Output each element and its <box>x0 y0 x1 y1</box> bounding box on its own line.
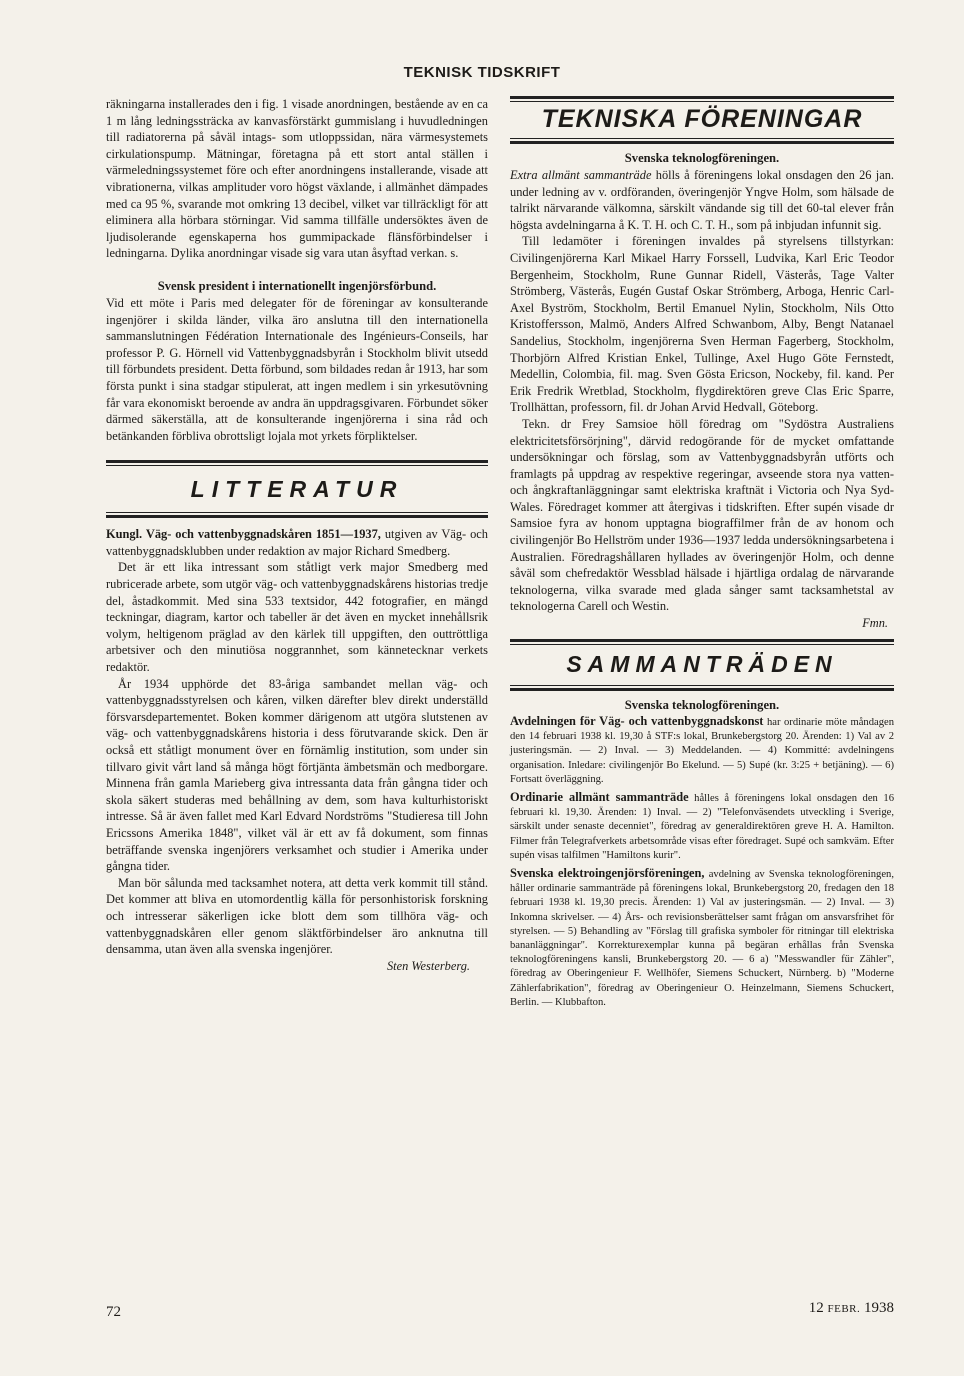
litteratur-paragraph-2: År 1934 upphörde det 83-åriga sambandet mellan väg- och vattenbyggnadsstyrelsen och kåren, vilken därefter blev direkt underställd försvarsdepartementet. Boken kommer därigenom att utgöra slutstenen av väg- och vattenbyggnadskårens historia i dess förutvarande skick. Den är också ett ståtligt monument över en förnämlig institution, som under sin tillvaro givit vårt land så många högt förtjänta ämbetsmän och medborgare. Minnena från gamla Marieberg giva intressanta data från gångna tider och skola säkert studeras med behållning av dem, som hava kulturhistoriskt intresse. Så är även fallet med Karl Edvard Nordströms "Studieresa till John Ericssons Amerika 1848", vilket väl är ett av få dokument, som finnas beträffande svenska ingenjörers verksamhet och studier i Amerika under gångna tider. <box>106 676 488 874</box>
issue-month: FEBR. <box>827 1303 861 1315</box>
book-title: Kungl. Väg- och vattenbyggnadskåren 1851—1937, <box>106 527 381 542</box>
review-signature: Sten Westerberg. <box>386 958 470 973</box>
meeting-text: hålles å föreningens lokal onsdagen den 16 februari kl. 19,30. Ärenden: 1) Inval. — 2) "Telefonväsendets utveckling i Sverige, särskilt under senaste decenniet", föredrag av generaldirektören greve H. A. Hamilton. Filmer från Telegrafverkets arbetsområde visas efter föredraget. Supé och samkväm. Efter supén visas talfilmen "Hamiltons kurir". <box>510 793 894 861</box>
issue-year: 1938 <box>864 1300 894 1316</box>
meeting-lead: Svenska elektroingenjörsföreningen, <box>510 866 705 881</box>
meeting-lead: Avdelningen för Väg- och vattenbyggnadskonst <box>510 714 764 729</box>
banner-rule-top-thin <box>510 644 894 645</box>
sammantraden-banner-block <box>510 639 894 691</box>
litteratur-banner: LITTERATUR <box>190 476 404 503</box>
president-paragraph: Vid ett möte i Paris med delegater för de föreningar av konsulterande ingenjörer i skilda länder, vilka äro anslutna till den internationella sammanslutningen Fédération Internationale des Ingénieurs-Conseils, har professor P. G. Hörnell vid Vattenbyggnadsbyrån i Stockholm blivit utsedd till förbundets president. Detta förbund, som bildades redan år 1913, har som första punkt i sina stadgar stipulerat, att ingen medlem i sin yrkesutövning får vara ekonomiskt beroende av andra än uppdragsgivaren. Förbundet söker därmed säkerställa, att de konsulterande ingenjörerna i sina råd och betänkanden förbliva obrottsligt lojala mot yrkets förpliktelser. <box>106 295 488 443</box>
litteratur-banner-block <box>106 460 488 518</box>
tf-paragraph-3: Tekn. dr Frey Samsioe höll föredrag om "Sydöstra Australiens elektricitetsförsörjning", därvid redogörande för de mycket omfattande undersökningar och förslag, som av Vattenbyggnadsbyrån utförts och framlagts på uppdrag av respektive regeringar, avseende stora nya vatten- och ångkraftanläggningar samt elektriska kraftnät i Victoria och Nya Syd-Wales. Föredraget kommer att återgivas i tidskriften. Efter supén visade dr Samsioe fyra av honom upptagna biograffilmer från de av honom och civilingenjör Bo Hellström under 1936—1937 ledda undersökningsarbetena i Australien. Föredragshållaren hyllades av överingenjör Holm, och denne såväl som chefredaktör Wessblad hälsade i hjärtliga ordalag de närvarande teknologerna, vilka svarade med glada sånger samt tacksamhetstal av teknologerna Carell och Westin. <box>510 416 894 614</box>
banner-rule-bottom <box>510 688 894 691</box>
meeting-notice <box>510 866 894 1010</box>
banner-rule-bottom-thin <box>510 685 894 686</box>
tf-heading: Svenska teknologföreningen. <box>624 151 780 165</box>
tf-paragraph-1 <box>510 167 894 233</box>
issue-date <box>809 1300 894 1317</box>
meeting-notice <box>510 790 894 863</box>
banner-rule-bottom-thin <box>106 512 488 513</box>
meeting-lead: Ordinarie allmänt sammanträde <box>510 790 689 805</box>
intro-paragraph: räkningarna installerades den i fig. 1 visade anordningen, bestående av en ca 1 m lång ledningssträcka av kanvasförstärkt gummislang i huvudledningen till radiatorerna på såväl intags- som utloppssidan, nära värmesystemets cirkulationspump. Mätningar, företagna på ett stort antal ställen i värmeledningssystemet före och efter anordningens installerande, visade att vibrationerna, vilkas amplituder voro högst växlande, i allmänhet dämpades med ca 95 %, svarande mot omkring 13 decibel, vilket var tillräckligt för att eliminera alla hörbara störningar. Vid samma tillfälle undersöktes även de ljudisolerande egenskaperna hos gummipackade flänsförbindelser i ledningarna. Dylika anordningar visade sig vara utan åsyftad verkan. s. <box>106 97 488 261</box>
book-intro: utgiven av Väg- och vattenbyggnadsklubben under redaktion av major Richard Smedberg. <box>106 527 488 558</box>
tf-signature: Fmn. <box>862 616 888 631</box>
issue-day: 12 <box>808 1300 824 1316</box>
tf-paragraph-2: Till ledamöter i föreningen invaldes på styrelsens tillstyrkan: Civilingenjörerna Karl Mikael Harry Forssell, Ludvika, Karl Eric Teodor Bergenheim, Stockholm, Rune Gunnar Ridell, Västerås, Tage Valter Strömberg, Västerås, Eugén Gustaf Oskar Strömberg, Arboga, Henric Carl-Axel Byström, Stockholm, Bertil Emanuel Nylin, Stockholm, Nils Otto Kristoffersson, Malmö, Anders Alfred Schwanbom, Alby, Bengt Natanael Sandelius, Stockholm, ingenjörerna Sven Herman Fagerberg, Stockholm, Thorbjörn Alfred Kristian Enkel, Tullinge, Axel Hugo Göte Fernstedt, Medellin, Colombia, fil. mag. Sven Gösta Ericson, Nockeby, fil. kand. Per Erik Fredrik Wretblad, Stockholm, flygdirektören greve Clas Eric Sparre, Trollhättan, professorn, fil. dr Johan Arvid Hedvall, Göteborg. <box>510 234 894 415</box>
foreningar-banner-block <box>510 96 894 144</box>
sammantraden-list <box>510 714 894 1010</box>
banner-rule-top-thin <box>106 465 488 466</box>
foreningar-banner: TEKNISKA FÖRENINGAR <box>541 105 863 133</box>
right-column <box>510 96 894 1010</box>
meeting-text: har ordinarie möte måndagen den 14 februari 1938 kl. 19,30 å STF:s lokal, Brunkebergstorg 20. Ärenden: 1) Val av 2 justeringsmän. — 2) Inval. — 3) Meddelanden. — 4) Kommitté: avdelningens organisation. Inledare: civilingenjör Bo Ekelund. — 5) Supé (kr. 3:25 + betjäning). — 6) Fortsatt överläggning. <box>510 717 894 785</box>
litteratur-paragraph-3: Man bör sålunda med tacksamhet notera, att detta verk kommit till stånd. Det kommer att bliva en utomordentlig källa för personhistorisk forskning och intresserar säkerligen icke blott dem som tillhöra väg- och vattenbyggnadskåren eller genom släktförbindelser äro anknutna till densamma, utan även alla svenska ingenjörer. <box>106 875 488 957</box>
book-intro-paragraph <box>106 526 488 559</box>
page-number: 72 <box>106 1304 121 1320</box>
litteratur-paragraph-1: Det är ett lika intressant som ståtligt verk major Smedberg med rubricerade arbete, som utgör väg- och vattenbyggnadskårens historias tredje del, åstadkommit. Med sina 533 textsidor, 442 fotografier, en mängd teckningar, diagram, kartor och tabeller är det även en mycket innehållsrik volym, heltigenom präglad av den kärlek till uppgiften, den outtröttliga arbetsiver och den minutiösa noggrannhet, som kännetecknar verkets redaktör. <box>106 560 488 675</box>
tf-paragraph-1-text: hölls å föreningens lokal onsdagen den 26 jan. under ledning av v. ordföranden, överingenjör Yngve Holm, som hälsade de talrikt närvarande välkomna, särskilt vändande sig till det 60-tal elever från högsta avdelningarna å K. T. H. och C. T. H., som på inbjudan infunnit sig. <box>510 168 895 232</box>
banner-rule-top-thin <box>510 101 894 102</box>
sam-heading: Svenska teknologföreningen. <box>624 698 780 713</box>
left-column <box>106 96 488 974</box>
meeting-text: avdelning av Svenska teknologföreningen, håller ordinarie sammanträde på föreningens lokal, Brunkebergstorg 20, fredagen den 18 februari 1938 kl. 19,30 precis. Ärenden: 1) Val av justeringsmän. — 2) Inval. — 3) Inkomna skrivelser. — 4) Års- och revisionsberättelser samt frågan om ansvarsfrihet för styrelsen. — 5) Behandling av "Förslag till grafiska symboler för ritningar till elektriska bananläggningar". Korrekturexemplar kunna på begäran erhållas från Svenska teknologföreningens kansli, Brunkebergstorg 20. — 6 a) "Messwandler für Zähler", föredrag av Oberingenieur F. Wellhöfer, Siemens Schuckert, Nürnberg. b) "Moderne Zählerfabrikation", föredrag av Oberingenieur O. Heinzelmann, Siemens Schuckert, Berlin. — Klubbafton. <box>510 869 894 1008</box>
banner-rule-bottom-thin <box>510 138 894 139</box>
meeting-notice <box>510 714 894 787</box>
banner-rule-top <box>510 96 894 99</box>
banner-rule-top <box>106 460 488 463</box>
banner-rule-bottom <box>510 141 894 144</box>
tf-lead: Extra allmänt sammanträde <box>510 168 652 182</box>
sammantraden-banner: SAMMANTRÄDEN <box>566 651 838 678</box>
journal-title: TEKNISK TIDSKRIFT <box>403 64 561 81</box>
president-heading: Svensk president i internationellt ingenjörsförbund. <box>157 278 437 293</box>
banner-rule-top <box>510 639 894 642</box>
